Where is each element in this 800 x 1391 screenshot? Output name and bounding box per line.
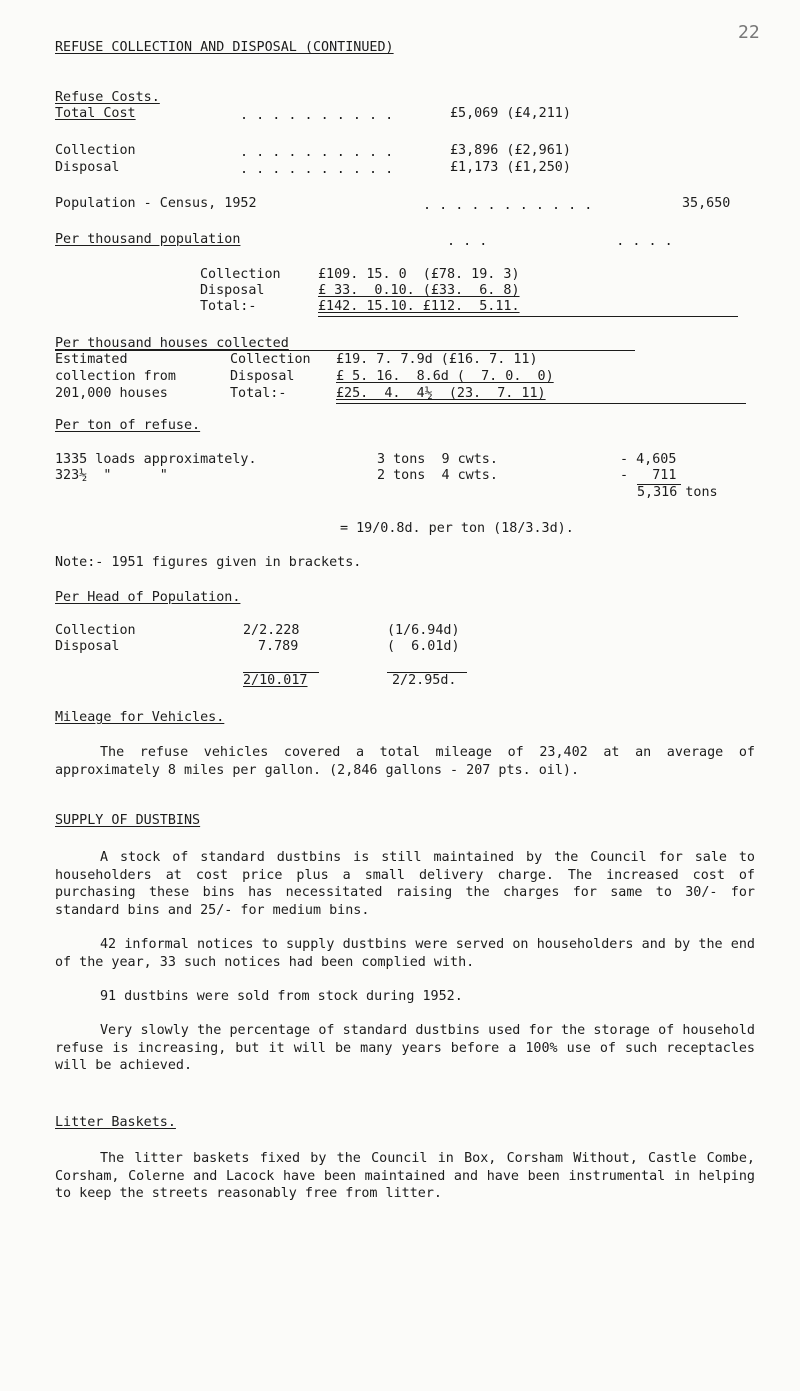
pth-disposal-label: Disposal — [230, 369, 295, 384]
collection-leader: . . . . . . . . . . — [240, 145, 394, 160]
collection-value: £3,896 (£2,961) — [450, 143, 571, 158]
per-head-collection-value: 2/2.228 — [243, 623, 300, 638]
dustbins-p1: A stock of standard dustbins is still maintained by the Council for sale to householders at cost price plus a small delivery charge. The increased cost of purchasing these bins has necessitated raising the charges for same to 30/- for standard bins and 25/- for medium bins. — [55, 850, 755, 918]
page-number: 22 — [738, 22, 760, 43]
note-line: Note:- 1951 figures given in brackets. — [55, 555, 362, 570]
per-ton-line2-mid: 2 tons 4 cwts. — [377, 468, 498, 483]
page-heading: REFUSE COLLECTION AND DISPOSAL (CONTINUED) — [55, 40, 394, 55]
dustbins-p4: Very slowly the percentage of standard dustbins used for the storage of household refuse is increasing, but it will be many years before a 100% use of such receptacles will be achieved. — [55, 1023, 755, 1073]
ptp-disposal-label: Disposal — [200, 283, 265, 298]
disposal-leader: . . . . . . . . . . — [240, 162, 394, 177]
dustbins-title: SUPPLY OF DUSTBINS — [55, 813, 201, 828]
per-thousand-population-leader: . . . . . . . — [447, 234, 673, 249]
pth-disposal-value: £ 5. 16. 8.6d ( 7. 0. 0) — [336, 369, 554, 384]
ptp-collection-value: £109. 15. 0 (£78. 19. 3) — [318, 267, 520, 282]
pth-total-rule — [336, 403, 746, 404]
per-ton-line1-right: - 4,605 — [620, 452, 677, 467]
per-head-collection-label: Collection — [55, 623, 136, 638]
ptp-total-value: £142. 15.10. £112. 5.11. — [318, 299, 520, 314]
total-cost-value: £5,069 (£4,211) — [450, 106, 571, 121]
pth-note-2: collection from — [55, 369, 176, 384]
per-thousand-population-title: Per thousand population — [55, 232, 241, 247]
total-cost-leader: . . . . . . . . . . — [240, 108, 394, 123]
collection-label: Collection — [55, 143, 136, 158]
per-head-collection-prev: (1/6.94d) — [387, 623, 460, 638]
litter-title: Litter Baskets. — [55, 1115, 176, 1130]
per-head-disposal-value: 7.789 — [258, 639, 299, 654]
pth-total-label: Total:- — [230, 386, 287, 401]
mileage-text: The refuse vehicles covered a total mileage of 23,402 at an average of approximately 8 miles per gallon. (2,846 gallons - 207 pts. oil). — [55, 745, 755, 778]
pth-note-3: 201,000 houses — [55, 386, 168, 401]
per-ton-line1-mid: 3 tons 9 cwts. — [377, 452, 498, 467]
dustbins-p2: 42 informal notices to supply dustbins were served on householders and by the end of the year, 33 such notices had been complied with. — [55, 937, 755, 970]
per-ton-result: = 19/0.8d. per ton (18/3.3d). — [340, 521, 574, 536]
ptp-collection-label: Collection — [200, 267, 281, 282]
ptp-disposal-value: £ 33. 0.10. (£33. 6. 8) — [318, 283, 520, 298]
refuse-costs-title: Refuse Costs. — [55, 90, 160, 105]
litter-text: The litter baskets fixed by the Council in Box, Corsham Without, Castle Combe, Corsham, Colerne and Lacock have been maintained and have been instrumental in helping to keep the streets reasonably free from litter. — [55, 1151, 755, 1201]
population-value: 35,650 — [682, 196, 731, 211]
pth-collection-label: Collection — [230, 352, 311, 367]
per-ton-line1-left: 1335 loads approximately. — [55, 452, 257, 467]
pth-total-value: £25. 4. 4½ (23. 7. 11) — [336, 386, 546, 401]
dustbins-p3: 91 dustbins were sold from stock during 1952. — [100, 989, 463, 1004]
total-cost-label: Total Cost — [55, 106, 136, 121]
per-ton-title: Per ton of refuse. — [55, 418, 201, 433]
pth-top-rule — [55, 350, 635, 351]
disposal-label: Disposal — [55, 160, 120, 175]
population-leader: . . . . . . . . . . . — [423, 198, 593, 213]
per-head-disposal-label: Disposal — [55, 639, 120, 654]
disposal-value: £1,173 (£1,250) — [450, 160, 571, 175]
per-thousand-houses-title: Per thousand houses collected — [55, 336, 289, 351]
per-ton-line2-left: 323½ " " — [55, 468, 168, 483]
pth-collection-value: £19. 7. 7.9d (£16. 7. 11) — [336, 352, 538, 367]
ptp-total-label: Total:- — [200, 299, 257, 314]
ptp-total-rule — [318, 316, 738, 317]
per-head-disposal-prev: ( 6.01d) — [387, 639, 460, 654]
per-head-total: 2/10.017 — [243, 673, 308, 688]
per-ton-line2-right: - 711 — [620, 468, 677, 483]
per-head-title: Per Head of Population. — [55, 590, 241, 605]
per-head-total-prev: 2/2.95d. — [392, 673, 457, 688]
per-ton-total: 5,316 tons — [637, 485, 718, 500]
pth-note-1: Estimated — [55, 352, 128, 367]
mileage-title: Mileage for Vehicles. — [55, 710, 225, 725]
population-label: Population - Census, 1952 — [55, 196, 257, 211]
